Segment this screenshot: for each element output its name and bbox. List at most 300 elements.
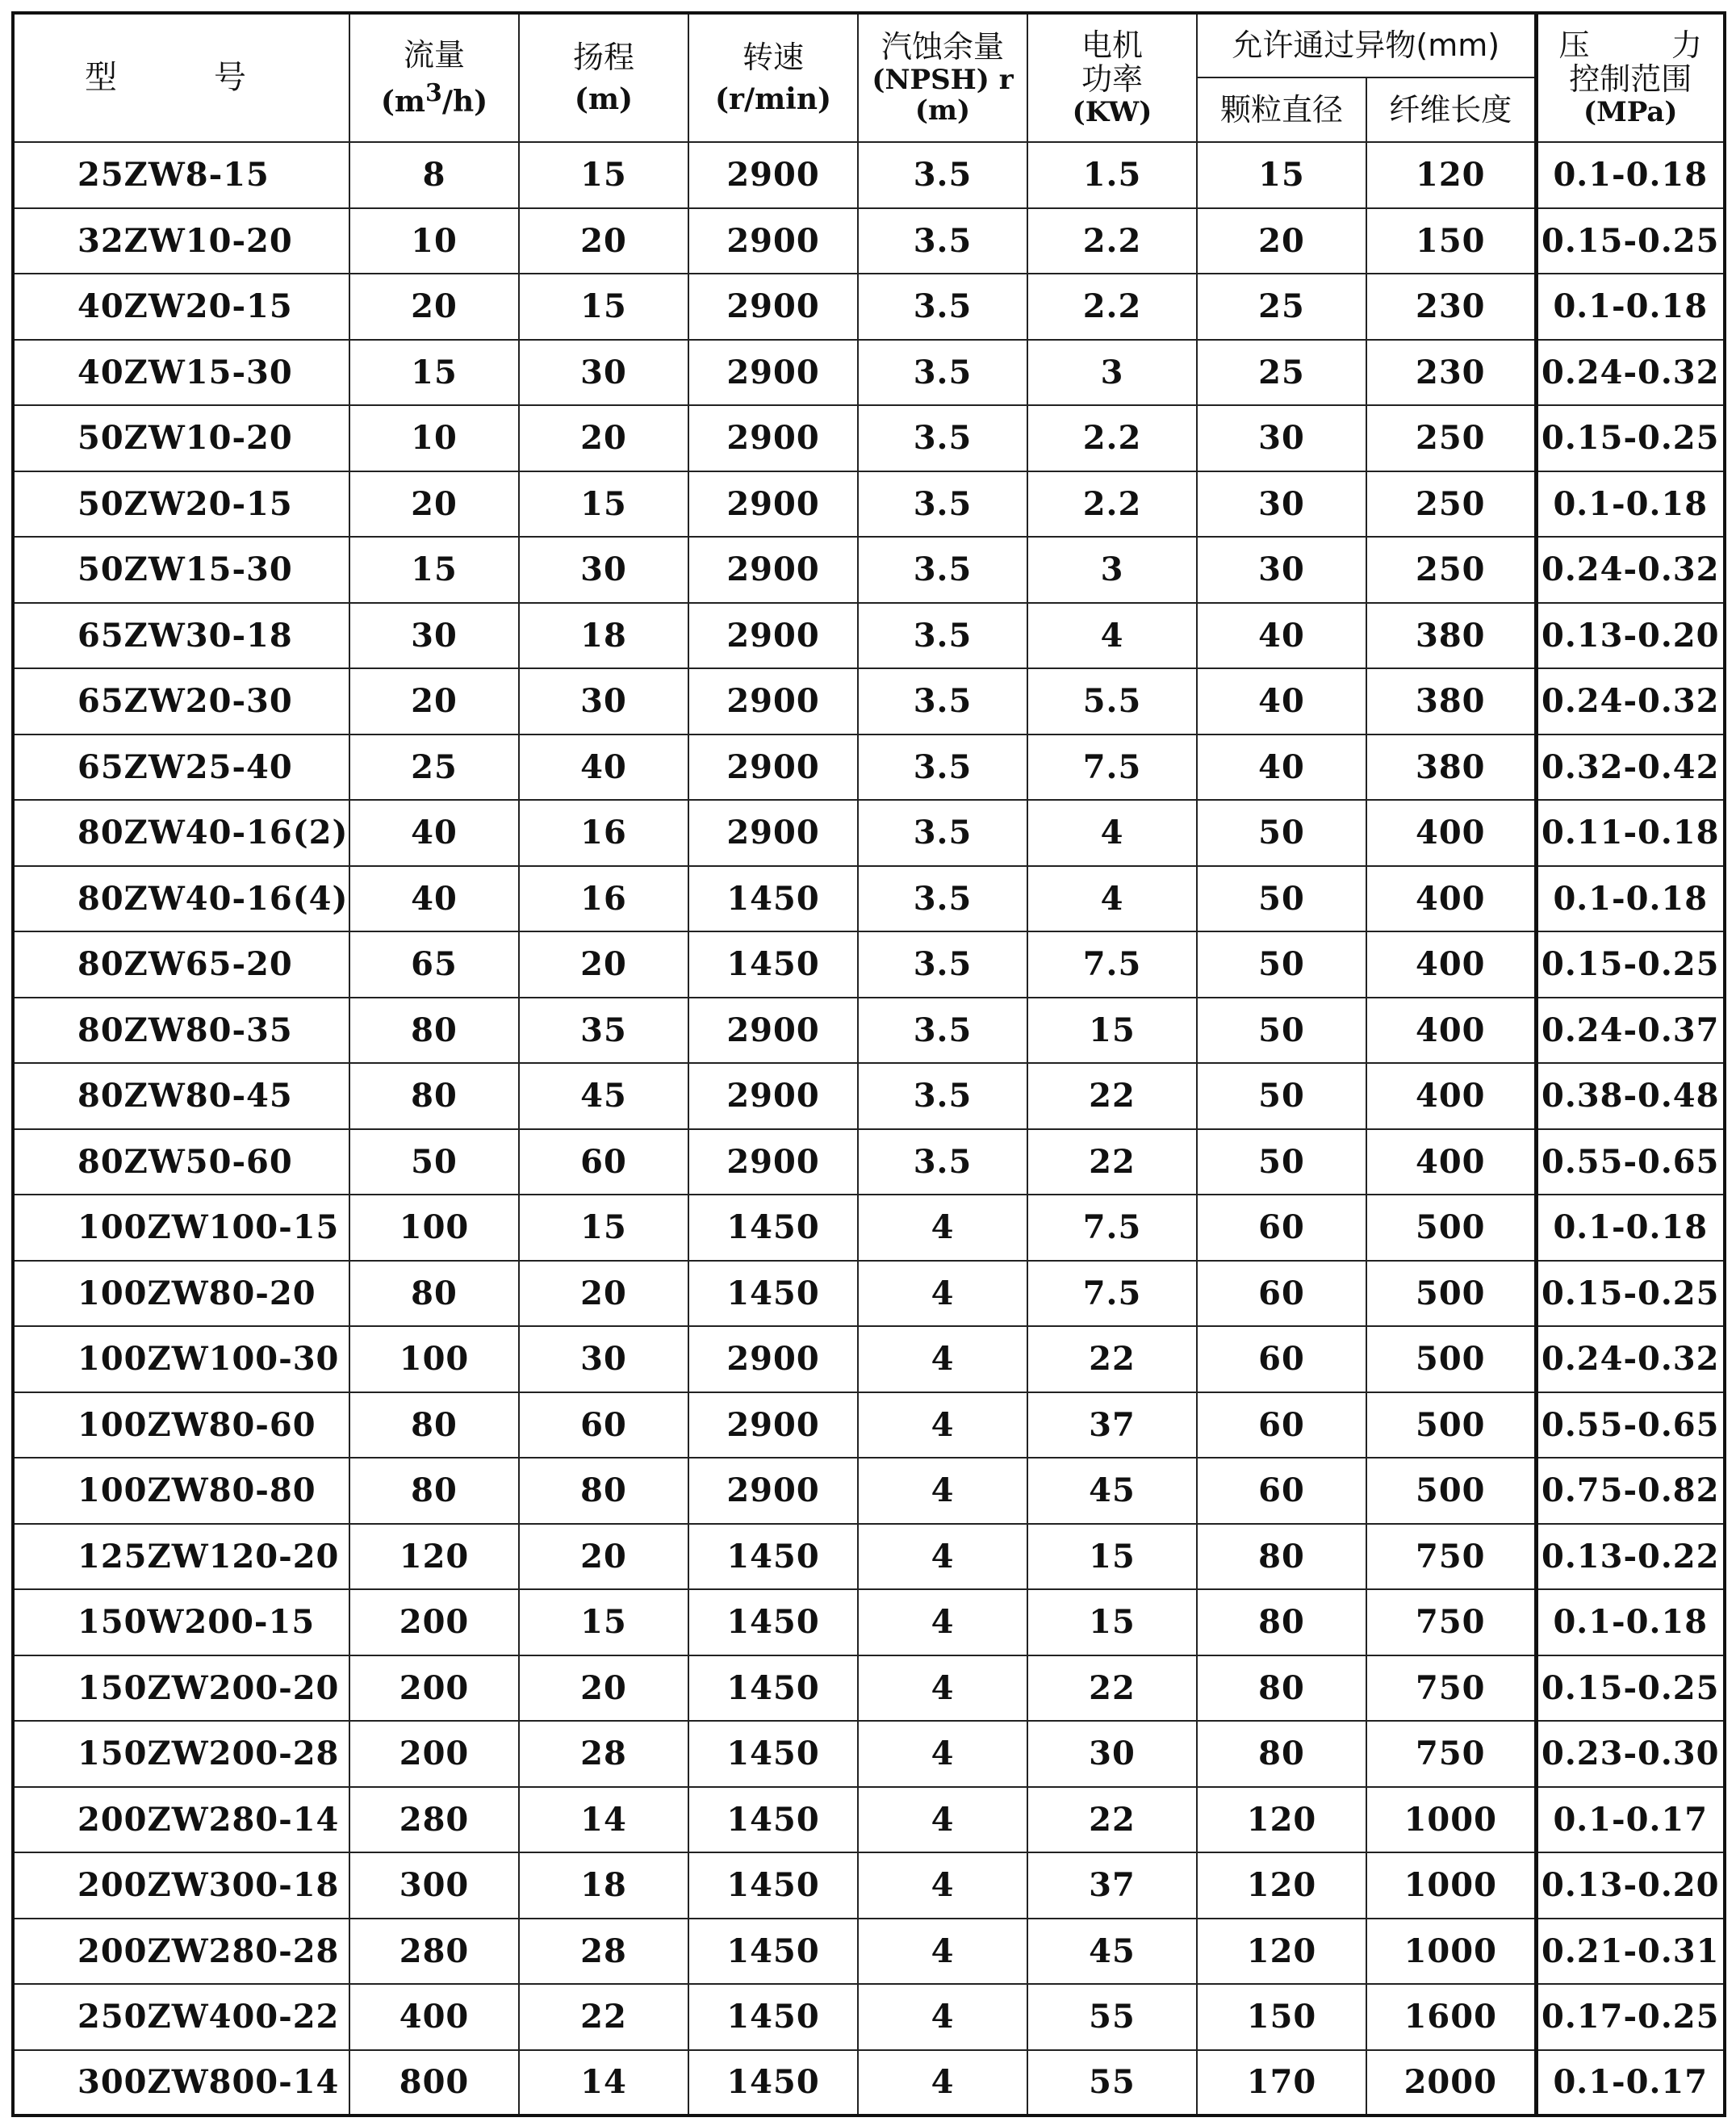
cell-fiber: 750 [1366, 1655, 1536, 1722]
cell-fiber: 120 [1366, 142, 1536, 208]
cell-head: 15 [519, 471, 688, 538]
cell-head: 16 [519, 800, 688, 866]
cell-pressure: 0.1-0.18 [1536, 1589, 1725, 1655]
cell-power: 1.5 [1027, 142, 1197, 208]
cell-flow: 80 [349, 1392, 519, 1458]
cell-speed: 1450 [688, 931, 858, 998]
cell-power: 2.2 [1027, 471, 1197, 538]
cell-pressure: 0.13-0.22 [1536, 1524, 1725, 1590]
cell-pressure: 0.15-0.25 [1536, 1261, 1725, 1327]
cell-speed: 1450 [688, 2050, 858, 2116]
cell-power: 2.2 [1027, 405, 1197, 471]
cell-pressure: 0.24-0.37 [1536, 998, 1725, 1064]
cell-speed: 2900 [688, 471, 858, 538]
cell-model: 300ZW800-14 [13, 2050, 349, 2116]
cell-model: 80ZW40-16(4) [13, 866, 349, 932]
cell-flow: 25 [349, 734, 519, 801]
cell-particle: 50 [1197, 998, 1366, 1064]
cell-head: 15 [519, 1589, 688, 1655]
table-row [13, 603, 1725, 669]
cell-flow: 300 [349, 1852, 519, 1919]
cell-head: 14 [519, 1787, 688, 1853]
cell-flow: 80 [349, 1261, 519, 1327]
table-row [13, 405, 1725, 471]
cell-fiber: 380 [1366, 668, 1536, 734]
cell-speed: 2900 [688, 1063, 858, 1129]
header-flow: 流量 $(m^3/h)$ [349, 13, 519, 142]
cell-fiber: 1600 [1366, 1984, 1536, 2050]
cell-npsh: 3.5 [858, 668, 1027, 734]
cell-power: 2.2 [1027, 274, 1197, 340]
cell-fiber: 400 [1366, 998, 1536, 1064]
cell-npsh: 4 [858, 1261, 1027, 1327]
cell-head: 20 [519, 208, 688, 274]
cell-power: 15 [1027, 1524, 1197, 1590]
cell-power: 4 [1027, 866, 1197, 932]
cell-particle: 60 [1197, 1195, 1366, 1261]
table-row [13, 668, 1725, 734]
cell-power: 7.5 [1027, 734, 1197, 801]
cell-head: 18 [519, 1852, 688, 1919]
cell-speed: 2900 [688, 1326, 858, 1392]
cell-speed: 1450 [688, 1589, 858, 1655]
cell-head: 35 [519, 998, 688, 1064]
cell-speed: 2900 [688, 668, 858, 734]
cell-npsh: 4 [858, 1919, 1027, 1985]
cell-fiber: 500 [1366, 1392, 1536, 1458]
cell-pressure: 0.1-0.18 [1536, 274, 1725, 340]
cell-pressure: 0.24-0.32 [1536, 340, 1725, 406]
table-row [13, 800, 1725, 866]
cell-particle: 40 [1197, 668, 1366, 734]
cell-npsh: 3.5 [858, 603, 1027, 669]
cell-model: 65ZW25-40 [13, 734, 349, 801]
cell-pressure: 0.1-0.17 [1536, 1787, 1725, 1853]
table-header [13, 13, 1725, 142]
cell-particle: 20 [1197, 208, 1366, 274]
cell-particle: 170 [1197, 2050, 1366, 2116]
table-row [13, 1919, 1725, 1985]
cell-pressure: 0.23-0.30 [1536, 1721, 1725, 1787]
header-fiber-length: 纤维长度 [1366, 77, 1536, 142]
cell-speed: 2900 [688, 800, 858, 866]
cell-npsh: 3.5 [858, 800, 1027, 866]
cell-model: 80ZW80-35 [13, 998, 349, 1064]
cell-fiber: 400 [1366, 931, 1536, 998]
table-row [13, 1787, 1725, 1853]
cell-power: 22 [1027, 1787, 1197, 1853]
cell-model: 200ZW280-14 [13, 1787, 349, 1853]
cell-particle: 120 [1197, 1787, 1366, 1853]
cell-speed: 2900 [688, 405, 858, 471]
cell-power: 55 [1027, 2050, 1197, 2116]
cell-model: 50ZW15-30 [13, 537, 349, 603]
cell-head: 30 [519, 668, 688, 734]
cell-head: 16 [519, 866, 688, 932]
cell-head: 14 [519, 2050, 688, 2116]
cell-power: 7.5 [1027, 1261, 1197, 1327]
cell-npsh: 3.5 [858, 142, 1027, 208]
cell-power: 30 [1027, 1721, 1197, 1787]
table-row [13, 1589, 1725, 1655]
cell-particle: 30 [1197, 471, 1366, 538]
cell-head: 20 [519, 931, 688, 998]
cell-npsh: 3.5 [858, 734, 1027, 801]
cell-head: 15 [519, 142, 688, 208]
pump-spec-table [11, 11, 1726, 2117]
cell-fiber: 230 [1366, 274, 1536, 340]
cell-fiber: 1000 [1366, 1852, 1536, 1919]
cell-pressure: 0.13-0.20 [1536, 1852, 1725, 1919]
cell-fiber: 230 [1366, 340, 1536, 406]
cell-power: 4 [1027, 800, 1197, 866]
cell-head: 60 [519, 1129, 688, 1195]
cell-flow: 15 [349, 340, 519, 406]
cell-fiber: 750 [1366, 1524, 1536, 1590]
cell-pressure: 0.15-0.25 [1536, 1655, 1725, 1722]
cell-particle: 80 [1197, 1655, 1366, 1722]
cell-fiber: 250 [1366, 471, 1536, 538]
cell-model: 100ZW100-15 [13, 1195, 349, 1261]
cell-power: 37 [1027, 1852, 1197, 1919]
cell-head: 18 [519, 603, 688, 669]
cell-model: 80ZW65-20 [13, 931, 349, 998]
cell-particle: 60 [1197, 1326, 1366, 1392]
cell-fiber: 1000 [1366, 1919, 1536, 1985]
cell-pressure: 0.1-0.18 [1536, 866, 1725, 932]
cell-fiber: 380 [1366, 603, 1536, 669]
cell-power: 2.2 [1027, 208, 1197, 274]
cell-head: 22 [519, 1984, 688, 2050]
cell-pressure: 0.38-0.48 [1536, 1063, 1725, 1129]
cell-flow: 10 [349, 208, 519, 274]
cell-model: 32ZW10-20 [13, 208, 349, 274]
cell-fiber: 400 [1366, 800, 1536, 866]
cell-particle: 80 [1197, 1589, 1366, 1655]
header-pressure: 压 力 控制范围 (MPa) [1536, 13, 1725, 142]
table-row [13, 274, 1725, 340]
cell-model: 200ZW280-28 [13, 1919, 349, 1985]
cell-head: 30 [519, 1326, 688, 1392]
cell-head: 40 [519, 734, 688, 801]
cell-flow: 80 [349, 998, 519, 1064]
cell-particle: 15 [1197, 142, 1366, 208]
header-head: 扬程 (m) [519, 13, 688, 142]
cell-fiber: 500 [1366, 1261, 1536, 1327]
cell-power: 22 [1027, 1063, 1197, 1129]
cell-flow: 8 [349, 142, 519, 208]
cell-fiber: 250 [1366, 405, 1536, 471]
cell-npsh: 4 [858, 1852, 1027, 1919]
cell-flow: 15 [349, 537, 519, 603]
cell-particle: 50 [1197, 931, 1366, 998]
cell-power: 15 [1027, 1589, 1197, 1655]
cell-speed: 1450 [688, 866, 858, 932]
cell-model: 25ZW8-15 [13, 142, 349, 208]
table-row [13, 998, 1725, 1064]
cell-head: 15 [519, 1195, 688, 1261]
cell-head: 28 [519, 1721, 688, 1787]
cell-fiber: 1000 [1366, 1787, 1536, 1853]
cell-particle: 80 [1197, 1524, 1366, 1590]
cell-model: 150ZW200-28 [13, 1721, 349, 1787]
cell-particle: 80 [1197, 1721, 1366, 1787]
cell-pressure: 0.1-0.18 [1536, 1195, 1725, 1261]
header-model: 型 号 [13, 13, 349, 142]
table-row [13, 1326, 1725, 1392]
cell-power: 5.5 [1027, 668, 1197, 734]
cell-npsh: 4 [858, 1721, 1027, 1787]
cell-speed: 2900 [688, 537, 858, 603]
table-row [13, 2050, 1725, 2116]
cell-particle: 60 [1197, 1261, 1366, 1327]
cell-pressure: 0.11-0.18 [1536, 800, 1725, 866]
cell-speed: 2900 [688, 208, 858, 274]
cell-npsh: 4 [858, 1524, 1027, 1590]
header-particle-diameter: 颗粒直径 [1197, 77, 1366, 142]
table-row [13, 1063, 1725, 1129]
cell-model: 80ZW50-60 [13, 1129, 349, 1195]
cell-fiber: 500 [1366, 1195, 1536, 1261]
cell-head: 20 [519, 1261, 688, 1327]
cell-model: 65ZW20-30 [13, 668, 349, 734]
cell-fiber: 750 [1366, 1589, 1536, 1655]
cell-pressure: 0.15-0.25 [1536, 208, 1725, 274]
cell-power: 22 [1027, 1129, 1197, 1195]
cell-model: 50ZW10-20 [13, 405, 349, 471]
cell-flow: 120 [349, 1524, 519, 1590]
cell-fiber: 750 [1366, 1721, 1536, 1787]
cell-flow: 30 [349, 603, 519, 669]
cell-flow: 200 [349, 1721, 519, 1787]
table-row [13, 1984, 1725, 2050]
cell-head: 30 [519, 340, 688, 406]
cell-npsh: 3.5 [858, 537, 1027, 603]
cell-pressure: 0.24-0.32 [1536, 1326, 1725, 1392]
cell-speed: 2900 [688, 274, 858, 340]
table-row [13, 1458, 1725, 1524]
cell-flow: 100 [349, 1195, 519, 1261]
cell-pressure: 0.24-0.32 [1536, 537, 1725, 603]
cell-fiber: 400 [1366, 866, 1536, 932]
cell-speed: 2900 [688, 1392, 858, 1458]
cell-model: 100ZW80-80 [13, 1458, 349, 1524]
cell-head: 20 [519, 405, 688, 471]
cell-head: 28 [519, 1919, 688, 1985]
cell-particle: 150 [1197, 1984, 1366, 2050]
cell-flow: 40 [349, 800, 519, 866]
cell-model: 40ZW20-15 [13, 274, 349, 340]
cell-model: 40ZW15-30 [13, 340, 349, 406]
cell-npsh: 4 [858, 1392, 1027, 1458]
table-row [13, 208, 1725, 274]
header-power: 电机 功率 (KW) [1027, 13, 1197, 142]
table-row [13, 340, 1725, 406]
cell-power: 37 [1027, 1392, 1197, 1458]
cell-flow: 800 [349, 2050, 519, 2116]
cell-model: 100ZW80-60 [13, 1392, 349, 1458]
cell-flow: 280 [349, 1919, 519, 1985]
cell-speed: 1450 [688, 1852, 858, 1919]
cell-model: 200ZW300-18 [13, 1852, 349, 1919]
cell-flow: 400 [349, 1984, 519, 2050]
cell-npsh: 4 [858, 1458, 1027, 1524]
cell-model: 65ZW30-18 [13, 603, 349, 669]
cell-flow: 80 [349, 1458, 519, 1524]
table-row [13, 1195, 1725, 1261]
cell-particle: 120 [1197, 1852, 1366, 1919]
cell-head: 20 [519, 1524, 688, 1590]
spec-sheet [11, 11, 1723, 2115]
cell-npsh: 3.5 [858, 866, 1027, 932]
cell-pressure: 0.15-0.25 [1536, 931, 1725, 998]
cell-npsh: 4 [858, 1589, 1027, 1655]
header-speed: 转速 (r/min) [688, 13, 858, 142]
cell-speed: 1450 [688, 1195, 858, 1261]
cell-flow: 20 [349, 668, 519, 734]
cell-particle: 50 [1197, 1063, 1366, 1129]
cell-npsh: 3.5 [858, 998, 1027, 1064]
cell-fiber: 2000 [1366, 2050, 1536, 2116]
cell-fiber: 150 [1366, 208, 1536, 274]
cell-particle: 60 [1197, 1392, 1366, 1458]
cell-power: 45 [1027, 1919, 1197, 1985]
cell-flow: 280 [349, 1787, 519, 1853]
cell-model: 80ZW80-45 [13, 1063, 349, 1129]
cell-pressure: 0.24-0.32 [1536, 668, 1725, 734]
cell-pressure: 0.1-0.18 [1536, 142, 1725, 208]
cell-pressure: 0.1-0.17 [1536, 2050, 1725, 2116]
table-row [13, 734, 1725, 801]
cell-particle: 120 [1197, 1919, 1366, 1985]
cell-flow: 200 [349, 1655, 519, 1722]
cell-particle: 50 [1197, 1129, 1366, 1195]
cell-npsh: 3.5 [858, 208, 1027, 274]
table-row [13, 1392, 1725, 1458]
cell-pressure: 0.13-0.20 [1536, 603, 1725, 669]
cell-model: 150ZW200-20 [13, 1655, 349, 1722]
cell-pressure: 0.15-0.25 [1536, 405, 1725, 471]
cell-flow: 20 [349, 471, 519, 538]
cell-model: 250ZW400-22 [13, 1984, 349, 2050]
cell-power: 45 [1027, 1458, 1197, 1524]
cell-pressure: 0.55-0.65 [1536, 1129, 1725, 1195]
cell-npsh: 3.5 [858, 931, 1027, 998]
table-body [13, 142, 1725, 2116]
cell-speed: 1450 [688, 1721, 858, 1787]
cell-power: 22 [1027, 1655, 1197, 1722]
cell-head: 20 [519, 1655, 688, 1722]
cell-head: 80 [519, 1458, 688, 1524]
cell-npsh: 3.5 [858, 471, 1027, 538]
cell-head: 15 [519, 274, 688, 340]
cell-power: 3 [1027, 340, 1197, 406]
cell-fiber: 380 [1366, 734, 1536, 801]
cell-speed: 1450 [688, 1919, 858, 1985]
cell-npsh: 4 [858, 1655, 1027, 1722]
cell-model: 100ZW100-30 [13, 1326, 349, 1392]
table-row [13, 931, 1725, 998]
cell-npsh: 4 [858, 2050, 1027, 2116]
cell-model: 150W200-15 [13, 1589, 349, 1655]
cell-flow: 20 [349, 274, 519, 340]
cell-head: 30 [519, 537, 688, 603]
cell-npsh: 3.5 [858, 340, 1027, 406]
cell-speed: 2900 [688, 1458, 858, 1524]
cell-npsh: 3.5 [858, 1129, 1027, 1195]
cell-npsh: 4 [858, 1326, 1027, 1392]
cell-model: 125ZW120-20 [13, 1524, 349, 1590]
cell-npsh: 3.5 [858, 1063, 1027, 1129]
cell-particle: 40 [1197, 603, 1366, 669]
cell-pressure: 0.17-0.25 [1536, 1984, 1725, 2050]
table-row [13, 471, 1725, 538]
cell-model: 80ZW40-16(2) [13, 800, 349, 866]
cell-power: 7.5 [1027, 1195, 1197, 1261]
cell-power: 3 [1027, 537, 1197, 603]
table-row [13, 1852, 1725, 1919]
cell-npsh: 3.5 [858, 405, 1027, 471]
table-row [13, 537, 1725, 603]
cell-speed: 2900 [688, 998, 858, 1064]
cell-power: 4 [1027, 603, 1197, 669]
cell-pressure: 0.32-0.42 [1536, 734, 1725, 801]
cell-npsh: 3.5 [858, 274, 1027, 340]
header-solids: 允许通过异物(mm) [1197, 13, 1536, 77]
cell-speed: 1450 [688, 1787, 858, 1853]
cell-speed: 2900 [688, 1129, 858, 1195]
cell-speed: 1450 [688, 1524, 858, 1590]
table-row [13, 866, 1725, 932]
cell-speed: 1450 [688, 1655, 858, 1722]
cell-particle: 25 [1197, 340, 1366, 406]
cell-model: 100ZW80-20 [13, 1261, 349, 1327]
cell-power: 7.5 [1027, 931, 1197, 998]
cell-npsh: 4 [858, 1984, 1027, 2050]
table-row [13, 1524, 1725, 1590]
cell-model: 50ZW20-15 [13, 471, 349, 538]
cell-pressure: 0.21-0.31 [1536, 1919, 1725, 1985]
cell-speed: 1450 [688, 1261, 858, 1327]
cell-flow: 200 [349, 1589, 519, 1655]
cell-fiber: 500 [1366, 1458, 1536, 1524]
cell-fiber: 250 [1366, 537, 1536, 603]
table-row [13, 142, 1725, 208]
header-npsh: 汽蚀余量 (NPSH) r (m) [858, 13, 1027, 142]
cell-speed: 2900 [688, 142, 858, 208]
cell-speed: 2900 [688, 734, 858, 801]
cell-power: 15 [1027, 998, 1197, 1064]
flow-unit-superscript: 3 [425, 79, 442, 108]
cell-flow: 40 [349, 866, 519, 932]
table-row [13, 1261, 1725, 1327]
table-row [13, 1129, 1725, 1195]
cell-speed: 2900 [688, 340, 858, 406]
cell-pressure: 0.1-0.18 [1536, 471, 1725, 538]
cell-fiber: 400 [1366, 1129, 1536, 1195]
cell-flow: 100 [349, 1326, 519, 1392]
cell-power: 22 [1027, 1326, 1197, 1392]
cell-flow: 50 [349, 1129, 519, 1195]
cell-flow: 65 [349, 931, 519, 998]
cell-flow: 10 [349, 405, 519, 471]
table-row [13, 1721, 1725, 1787]
cell-particle: 25 [1197, 274, 1366, 340]
cell-particle: 50 [1197, 800, 1366, 866]
cell-flow: 80 [349, 1063, 519, 1129]
cell-head: 60 [519, 1392, 688, 1458]
cell-particle: 30 [1197, 537, 1366, 603]
